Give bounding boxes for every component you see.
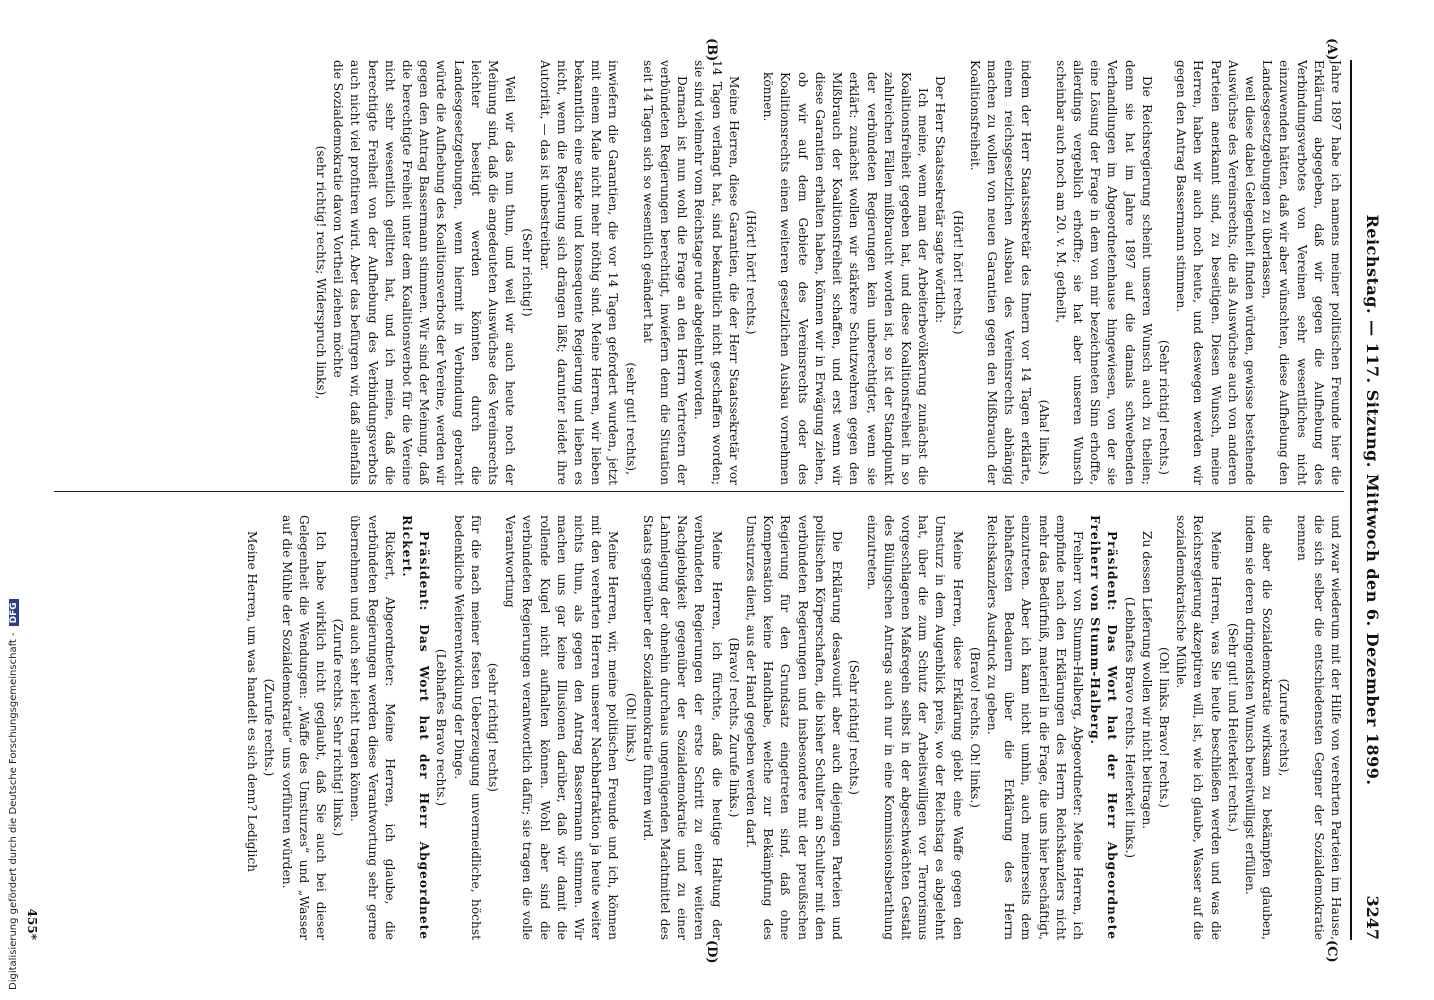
paragraph: Meine Herren, ich fürchte, daß die heutige Haltung der verbündeten Regierungen der erste Schritt zu einer weiteren Nachgiebigkeit gegenüber der Sozialdemokratie und zu einer Lahmlegung der ohnehin durchaus ungenügenden Machtmittel des Staats gegenüber der Sozialdemokratie führen wird. [640,515,724,940]
margin-mark-d: (D) [704,940,719,964]
paragraph: Die Reichsregierung scheint unseren Wunsch auch zu theilen; denn sie hat im Jahre 1897 auf die damals schwebenden Verhandlungen im Abgeordnetenhause hingewiesen, von der sie eine Lösung der Frage in dem von mir bezeichneten Sinn erhoffte, allerdings vergeblich erhoffte; sie hat aber unseren Wunsch scheinbar auch noch am 20. v. M. getheilt, [1053,60,1154,485]
margin-mark-a: (A) [1324,38,1339,61]
paragraph: indem der Herr Staatssekretär des Innern vor 14 Tagen erklärte, einem reichsgesetzlichen Ausbau des Vereinsrechts abhängig machen zu wollen von neuen Garantien gegen den Mißbrauch der Koalitionsfreiheit. [967,60,1034,485]
interjection: (Sehr gut! und Heiterkeit rechts.) [1225,623,1240,832]
interjection: (sehr gut! rechts), [623,362,638,475]
paragraph: Meine Herren, diese Erklärung giebt eine Waffe gegen den Umsturz in dem Augenblick preis, wo der Reichstag es abgelehnt hat, über die zum Schutz der Arbeitswilligen vor Terrorismus vorgeschlagenen Maßregeln selbst in der abgeschwächten Gestalt des Bülingschen Antrags auch nur in eine Kommissionsberathung einzutreten. [864,515,965,940]
paragraph: Weil wir das nun thun, und weil wir auch heute noch der Meinung sind, daß die angedeuteten Auswüchse des Vereinsrechts leichter beseitigt werden könnten durch die Landesgesetzgebungen, wenn hiermit in Verbindung gebracht würde die Aufhebung des Koalitionsverbots der Vereine, werden wir gegen den Antrag Bassermann stimmen. Wir sind der Meinung, daß die berechtigte Freiheit unter dem Koalitionsverbot für die Vereine nicht sehr wesentlich gelitten hat, und ich meine, daß die berechtigte Freiheit von der Aufhebung des Verbindungsverbots auch nicht viel profitiren wird. Aber das befürgen wir, daß allenfalls die Sozialdemokratie davon Vortheil ziehen möchte [331,60,518,485]
paragraph: Meine Herren, was Sie heute beschließen werden und was die Reichsregierung akzeptiren will, ist, wie ich glaube, Wasser auf die sozialdemokratische Mühle. [1174,515,1223,940]
running-title: Reichstag. — 117. Sitzung. Mittwoch den 6. Dezember 1899. [1363,214,1382,786]
paragraph: für die nach meiner festen Ueberzeugung unvermeidliche, höchst bedenkliche Weiterentwicklung der Dinge. [451,515,483,940]
interjection: (Bravo! rechts. Oh! links.) [967,647,982,808]
paragraph: Rickert, Abgeordneter: Meine Herren, ich glaube, die verbündeten Regierungen werden diese Verantwortung sehr gerne übernehmen und auch sehr leicht tragen können. [348,515,397,940]
interjection: (Zurufe rechts), [1277,678,1292,777]
interjection: (Zurufe rechts. Sehr richtig! links.) [331,618,346,837]
paragraph: Jahre 1897 habe ich namens meiner politischen Freunde hier die Erklärung abgegeben, daß wir gegen die Aufhebung des Verbindungsverbotes von Vereinen sehr wesentliches nicht einzuwenden hätten, daß wir aber wünschten, diese Aufhebung den Landesgesetzgebungen zu überlassen, [1260,60,1343,485]
paragraph: weil diese dabei Gelegenheit finden würden, gewisse bestehende Auswüchse des Vereinsrechts, die als Auswüchse auch von anderen Parteien anerkannt sind, zu beseitigen. Diesen Wunsch, meine Herren, haben wir auch noch heute, und deswegen werden wir gegen den Antrag Bassermann stimmen. [1174,60,1257,485]
interjection: (Aha! links.) [1036,399,1051,475]
paragraph: Darnach ist nun wohl die Frage an den Herrn Vertretern der verbündeten Regierungen berechtigt, inwiefern denn die Situation seit 14 Tagen sich so wesentlich geändert hat [640,60,690,485]
page-header [1356,60,1382,940]
interjection: (Oh! links.) [623,692,638,763]
paragraph: Der Herr Staatssekretär sagte wörtlich: [933,76,948,324]
interjection: (Lebhaftes Bravo rechts. Heiterkeit links.) [1122,596,1137,859]
paragraph: Ich habe wirklich nicht geglaubt, daß Sie auch bei dieser Gelegenheit die Wendungen: „Waffe des Umsturzes“ und „Wasser auf die Mühle der Sozialdemokratie“ uns vorführen würden. [279,515,329,940]
paragraph: die aber die Sozialdemokratie wirksam zu bekämpfen glauben, indem sie deren dringendsten Wunsch bereitwilligst erfüllen. [1242,515,1275,940]
interjection: (Hört! hört! rechts.) [950,210,965,335]
interjection: (Zurufe rechts.) [262,678,277,777]
paragraph: Die Erklärung desavouirt aber auch diejenigen Parteien und politischen Körperschaften, die bisher Schulter an Schulter mit den verbündeten Regierungen und insbesondere mit der preußischen Regierung für den Grundsatz eingetreten sind, daß ohne Kompensation keine Handhabe, welche zur Bekämpfung des Umsturzes dient, aus der Hand gegeben werden darf. [744,515,845,940]
interjection: (Sehr richtig!) [520,228,535,317]
header-rule [1350,60,1352,940]
paragraph: inwiefern die Garantien, die vor 14 Tagen gefordert wurden, jetzt mit einem Male nicht mehr nöthig sind. Meine Herren, wir lieben bekanntlich eine starke und konsequente Regierung und lieben es nicht, wenn die Regierung sich drängen läßt; darunter leidet ihre Autorität, — das ist unbestreitbar. [537,60,621,485]
interjection: (Bravo! rechts. Zurufe links.) [726,637,741,818]
margin-mark-c: (C) [1324,940,1339,963]
speaker-paragraph: Präsident: Das Wort hat der Herr Abgeordnete Rickert. [400,515,432,940]
speaker-paragraph: Präsident: Das Wort hat der Herr Abgeordnete Freiherr von Stumm-Halberg. [1088,515,1120,940]
quotation: Ich meine, wenn man der Arbeiterbevölkerung zunächst die Koalitionsfreiheit gegeben hat, und diese Koalitionsfreiheit in so zahlreichen Fällen mißbraucht worden ist, so ist der Standpunkt der verbündeten Regierungen kein unberechtigter, wenn sie erklärt: zunächst wollen wir stärkere Schutzwehren gegen den Mißbrauch der Koalitionsfreiheit schaffen, und erst wenn wir diese Garantien erhalten haben, können wir in Erwägung ziehen, ob wir auf dem Gebiete des Vereinsrechts oder des Koalitionsrechts einen weiteren gesetzlichen Ausbau vornehmen können. [761,72,931,485]
paragraph: Zu dessen Lieferung wollen wir nicht beitragen. [1139,531,1154,830]
digitization-caption [8,602,24,990]
dfg-logo: DFG [9,599,19,626]
paragraph: Freiherr von Stumm-Halberg, Abgeordneter: Meine Herren, ich empfinde nach den Erklärungen des Herrn Reichskanzlers nicht mehr das Bedürfniß, materiell in die Frage, die uns hier beschäftigt, einzutreten. Aber ich kann nicht umhin, auch meinerseits dem lebhaftesten Bedauern über die Erklärung des Herrn Reichskanzlers Ausdruck zu geben. [984,515,1085,940]
interjection: (Sehr richtig! rechts.) [1156,339,1171,475]
interjection: (sehr richtig! rechts; Widerspruch links), [314,145,329,400]
interjection: (Hört! hört! rechts.) [744,210,759,335]
paragraph: Meine Herren, diese Garantien, die der Herr Staatssekretär vor 14 Tagen verlangt hat, sind bekanntlich nicht geschaffen worden; sie sind vielmehr vom Reichstage rude abgelehnt worden. [692,60,741,485]
paragraph: Meine Herren, um was handelt es sich denn? Lediglich [245,531,260,873]
caption-text: Digitalisierung gefördert durch die Deutsche Forschungsgemeinschaft - [8,632,19,990]
interjection: (sehr richtig! rechts) [486,662,501,793]
signature-mark: 455* [25,908,39,940]
left-column [54,60,1344,485]
interjection: (Lebhaftes Bravo rechts.) [434,648,449,807]
right-column [54,515,1344,940]
page-number: 3247 [1363,895,1382,940]
paragraph: und zwar wiederum mit der Hilfe von verehrten Parteien im Hause, die sich selber die entschiedensten Gegner der Sozialdemokratie nennen [1294,515,1343,940]
interjection: (Sehr richtig! rechts.) [847,659,862,796]
column-divider [54,491,1344,492]
interjection: (Oh! links. Bravo! rechts.) [1156,647,1171,808]
paragraph: Meine Herren, wir, meine politischen Freunde und ich, können mit den verehrten Herren unserer Nachbarfraktion ja heute weiter nichts thun, als gegen den Antrag Bassermann stimmen. Wir machen uns gar keine Illusionen darüber, daß wir damit die rollende Kugel nicht aufhalten können. Wohl aber sind die verbündeten Regierungen verantwortlich dafür; sie tragen die volle Verantwortung [503,515,621,940]
margin-mark-b: (B) [704,38,719,62]
